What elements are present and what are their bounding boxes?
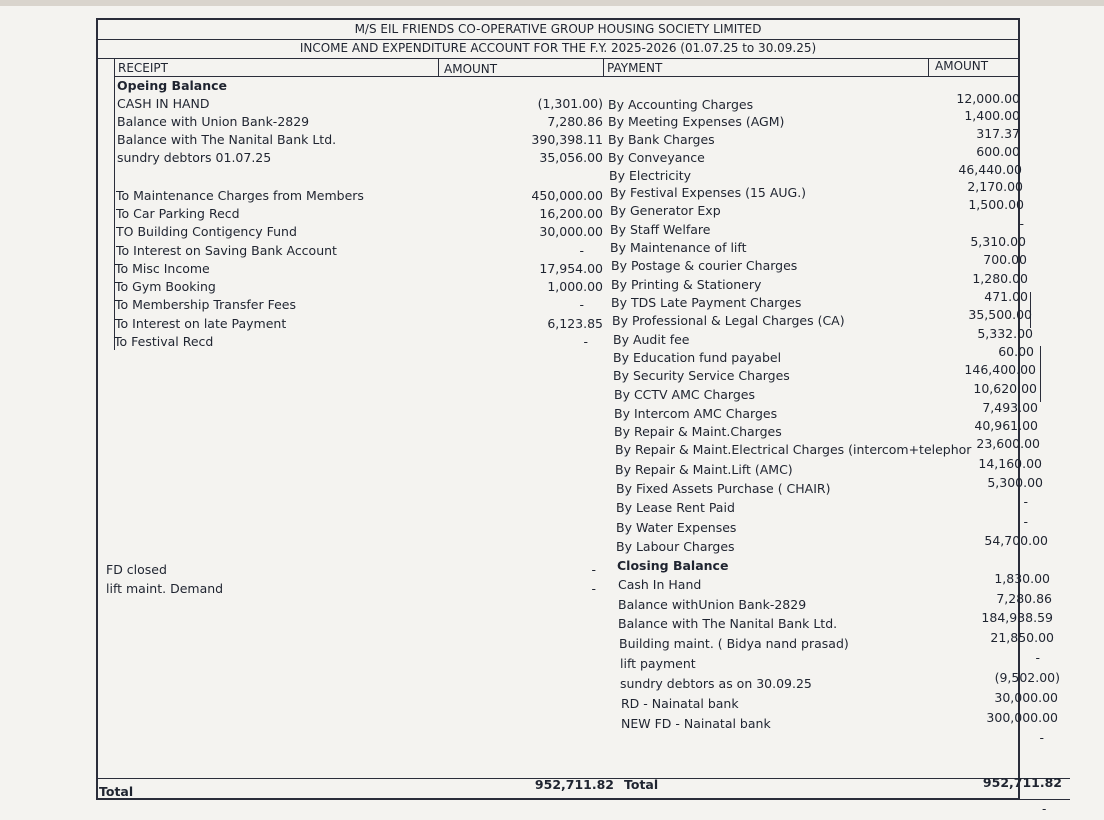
receipt-header: RECEIPT bbox=[118, 61, 168, 75]
payment-label: By TDS Late Payment Charges bbox=[611, 295, 802, 310]
receipt-amount: 30,000.00 bbox=[539, 224, 603, 239]
receipt-amount: 6,123.85 bbox=[547, 316, 603, 331]
payment-amount: 46,440.00 bbox=[958, 162, 1022, 177]
receipt-amount: 35,056.00 bbox=[539, 150, 603, 165]
payment-label: By CCTV AMC Charges bbox=[614, 387, 755, 402]
amount-header-left: AMOUNT bbox=[444, 62, 498, 76]
payment-label: By Fixed Assets Purchase ( CHAIR) bbox=[616, 481, 831, 496]
payment-label: By Accounting Charges bbox=[608, 97, 754, 112]
receipt-label: Balance with Union Bank-2829 bbox=[117, 114, 310, 129]
payment-amount: (9,502.00) bbox=[994, 670, 1060, 685]
receipt-amount: 450,000.00 bbox=[531, 188, 603, 203]
payment-label: By Repair & Maint.Electrical Charges (intercom+telephor bbox=[615, 442, 972, 457]
payment-amount: 5,332.00 bbox=[977, 326, 1033, 341]
receipt-label: TO Building Contigency Fund bbox=[116, 224, 297, 239]
payment-amount: 184,938.59 bbox=[981, 610, 1053, 625]
payment-label: By Printing & Stationery bbox=[611, 277, 762, 292]
statement-subtitle: INCOME AND EXPENDITURE ACCOUNT FOR THE F.Y. 2025-2026 (01.07.25 to 30.09.25) bbox=[299, 41, 817, 55]
receipt-amount: - bbox=[591, 562, 596, 577]
receipt-label: CASH IN HAND bbox=[117, 96, 210, 111]
payment-amount: 700.00 bbox=[983, 252, 1027, 267]
payment-amount: 60.00 bbox=[998, 344, 1034, 359]
payment-header: PAYMENT bbox=[607, 61, 663, 75]
payment-amount: - bbox=[1023, 494, 1028, 509]
payment-amount: 7,493.00 bbox=[982, 400, 1038, 415]
payment-amount: 600.00 bbox=[976, 144, 1020, 159]
receipt-amount: 16,200.00 bbox=[539, 206, 603, 221]
payment-label: By Labour Charges bbox=[616, 539, 735, 554]
payment-label: By Staff Welfare bbox=[610, 222, 711, 237]
payment-label: Cash In Hand bbox=[618, 577, 702, 592]
payment-label: Balance with The Nanital Bank Ltd. bbox=[618, 616, 838, 631]
payment-label: By Education fund payabel bbox=[613, 350, 782, 365]
receipt-label: sundry debtors 01.07.25 bbox=[117, 150, 272, 165]
payment-label: Balance withUnion Bank-2829 bbox=[618, 597, 807, 612]
receipt-label: Balance with The Nanital Bank Ltd. bbox=[117, 132, 337, 147]
payment-label: By Meeting Expenses (AGM) bbox=[608, 114, 785, 129]
payment-amount: 1,830.00 bbox=[994, 571, 1050, 586]
receipt-label: To Gym Booking bbox=[115, 279, 216, 294]
payment-label: By Repair & Maint.Lift (AMC) bbox=[615, 462, 793, 477]
payment-amount: - bbox=[1023, 514, 1028, 529]
payment-amount: 1,500.00 bbox=[968, 197, 1024, 212]
receipt-amount: - bbox=[579, 243, 584, 258]
payment-label: lift payment bbox=[620, 656, 696, 671]
receipt-amount: 17,954.00 bbox=[539, 261, 603, 276]
payment-amount: 54,700.00 bbox=[984, 533, 1048, 548]
payment-amount: 2,170.00 bbox=[967, 179, 1023, 194]
payment-amount: 5,310.00 bbox=[970, 234, 1026, 249]
receipt-label: To Car Parking Recd bbox=[116, 206, 240, 221]
payment-label: By Repair & Maint.Charges bbox=[614, 424, 782, 439]
payment-amount: 30,000.00 bbox=[994, 690, 1058, 705]
receipt-label: lift maint. Demand bbox=[106, 581, 224, 596]
payment-label: By Professional & Legal Charges (CA) bbox=[612, 313, 845, 328]
payment-amount: 1,400.00 bbox=[964, 108, 1020, 123]
receipt-amount: - bbox=[591, 581, 596, 596]
payment-amount: 471.00 bbox=[984, 289, 1028, 304]
payment-label: RD - Nainatal bank bbox=[621, 696, 739, 711]
payment-label: By Bank Charges bbox=[608, 132, 715, 147]
receipt-label: To Interest on late Payment bbox=[115, 316, 287, 331]
payment-amount: 146,400.00 bbox=[964, 362, 1036, 377]
payment-amount: 300,000.00 bbox=[986, 710, 1058, 725]
payment-label: By Conveyance bbox=[608, 150, 705, 165]
payment-label: By Intercom AMC Charges bbox=[614, 406, 778, 421]
payment-amount: - bbox=[1019, 216, 1024, 231]
payment-amount: - bbox=[1035, 650, 1040, 665]
payment-total-label: Total bbox=[624, 777, 659, 792]
payment-amount: 7,280.86 bbox=[996, 591, 1052, 606]
receipt-label: To Misc Income bbox=[115, 261, 210, 276]
payment-label: Building maint. ( Bidya nand prasad) bbox=[619, 636, 849, 651]
payment-label: By Generator Exp bbox=[610, 203, 721, 218]
payment-label: Closing Balance bbox=[617, 558, 729, 573]
payment-amount: 23,600.00 bbox=[976, 436, 1040, 451]
receipt-label: To Interest on Saving Bank Account bbox=[116, 243, 337, 258]
receipt-amount: - bbox=[579, 297, 584, 312]
payment-amount: 5,300.00 bbox=[987, 475, 1043, 490]
payment-label: By Audit fee bbox=[613, 332, 690, 347]
payment-label: By Water Expenses bbox=[616, 520, 737, 535]
receipt-amount: 7,280.86 bbox=[547, 114, 603, 129]
receipt-label: To Maintenance Charges from Members bbox=[116, 188, 364, 203]
receipt-label: To Membership Transfer Fees bbox=[115, 297, 296, 312]
payment-amount: 12,000.00 bbox=[956, 91, 1020, 106]
document-page bbox=[0, 6, 1104, 820]
payment-amount: 14,160.00 bbox=[978, 456, 1042, 471]
receipt-label: FD closed bbox=[106, 562, 167, 577]
payment-label: By Postage & courier Charges bbox=[611, 258, 798, 273]
trailing-dash: - bbox=[1042, 802, 1047, 816]
receipt-total-amount: 952,711.82 bbox=[534, 777, 614, 792]
receipt-amount: 1,000.00 bbox=[547, 279, 603, 294]
receipt-label: To Festival Recd bbox=[114, 334, 214, 349]
receipt-amount: 390,398.11 bbox=[531, 132, 603, 147]
payment-label: sundry debtors as on 30.09.25 bbox=[620, 676, 812, 691]
payment-label: By Lease Rent Paid bbox=[616, 500, 735, 515]
payment-label: NEW FD - Nainatal bank bbox=[621, 716, 771, 731]
society-title: M/S EIL FRIENDS CO-OPERATIVE GROUP HOUSING SOCIETY LIMITED bbox=[354, 22, 762, 36]
payment-amount: 21,850.00 bbox=[990, 630, 1054, 645]
receipt-amount: (1,301.00) bbox=[537, 96, 603, 111]
receipt-amount: - bbox=[583, 334, 588, 349]
receipt-total-label: Total bbox=[99, 784, 134, 799]
payment-amount: 10,620.00 bbox=[973, 381, 1037, 396]
payment-amount: - bbox=[1039, 730, 1044, 745]
payment-label: By Security Service Charges bbox=[613, 368, 790, 383]
payment-amount: 40,961.00 bbox=[974, 418, 1038, 433]
payment-total-amount: 952,711.82 bbox=[982, 775, 1062, 790]
payment-amount: 317.37 bbox=[976, 126, 1020, 141]
payment-amount: 35,500.00 bbox=[968, 307, 1032, 322]
payment-label: By Electricity bbox=[609, 168, 692, 183]
payment-amount: 1,280.00 bbox=[972, 271, 1028, 286]
receipt-label: Opeing Balance bbox=[117, 78, 228, 93]
payment-label: By Festival Expenses (15 AUG.) bbox=[610, 185, 807, 200]
amount-header-right: AMOUNT bbox=[935, 59, 989, 73]
payment-label: By Maintenance of lift bbox=[610, 240, 747, 255]
